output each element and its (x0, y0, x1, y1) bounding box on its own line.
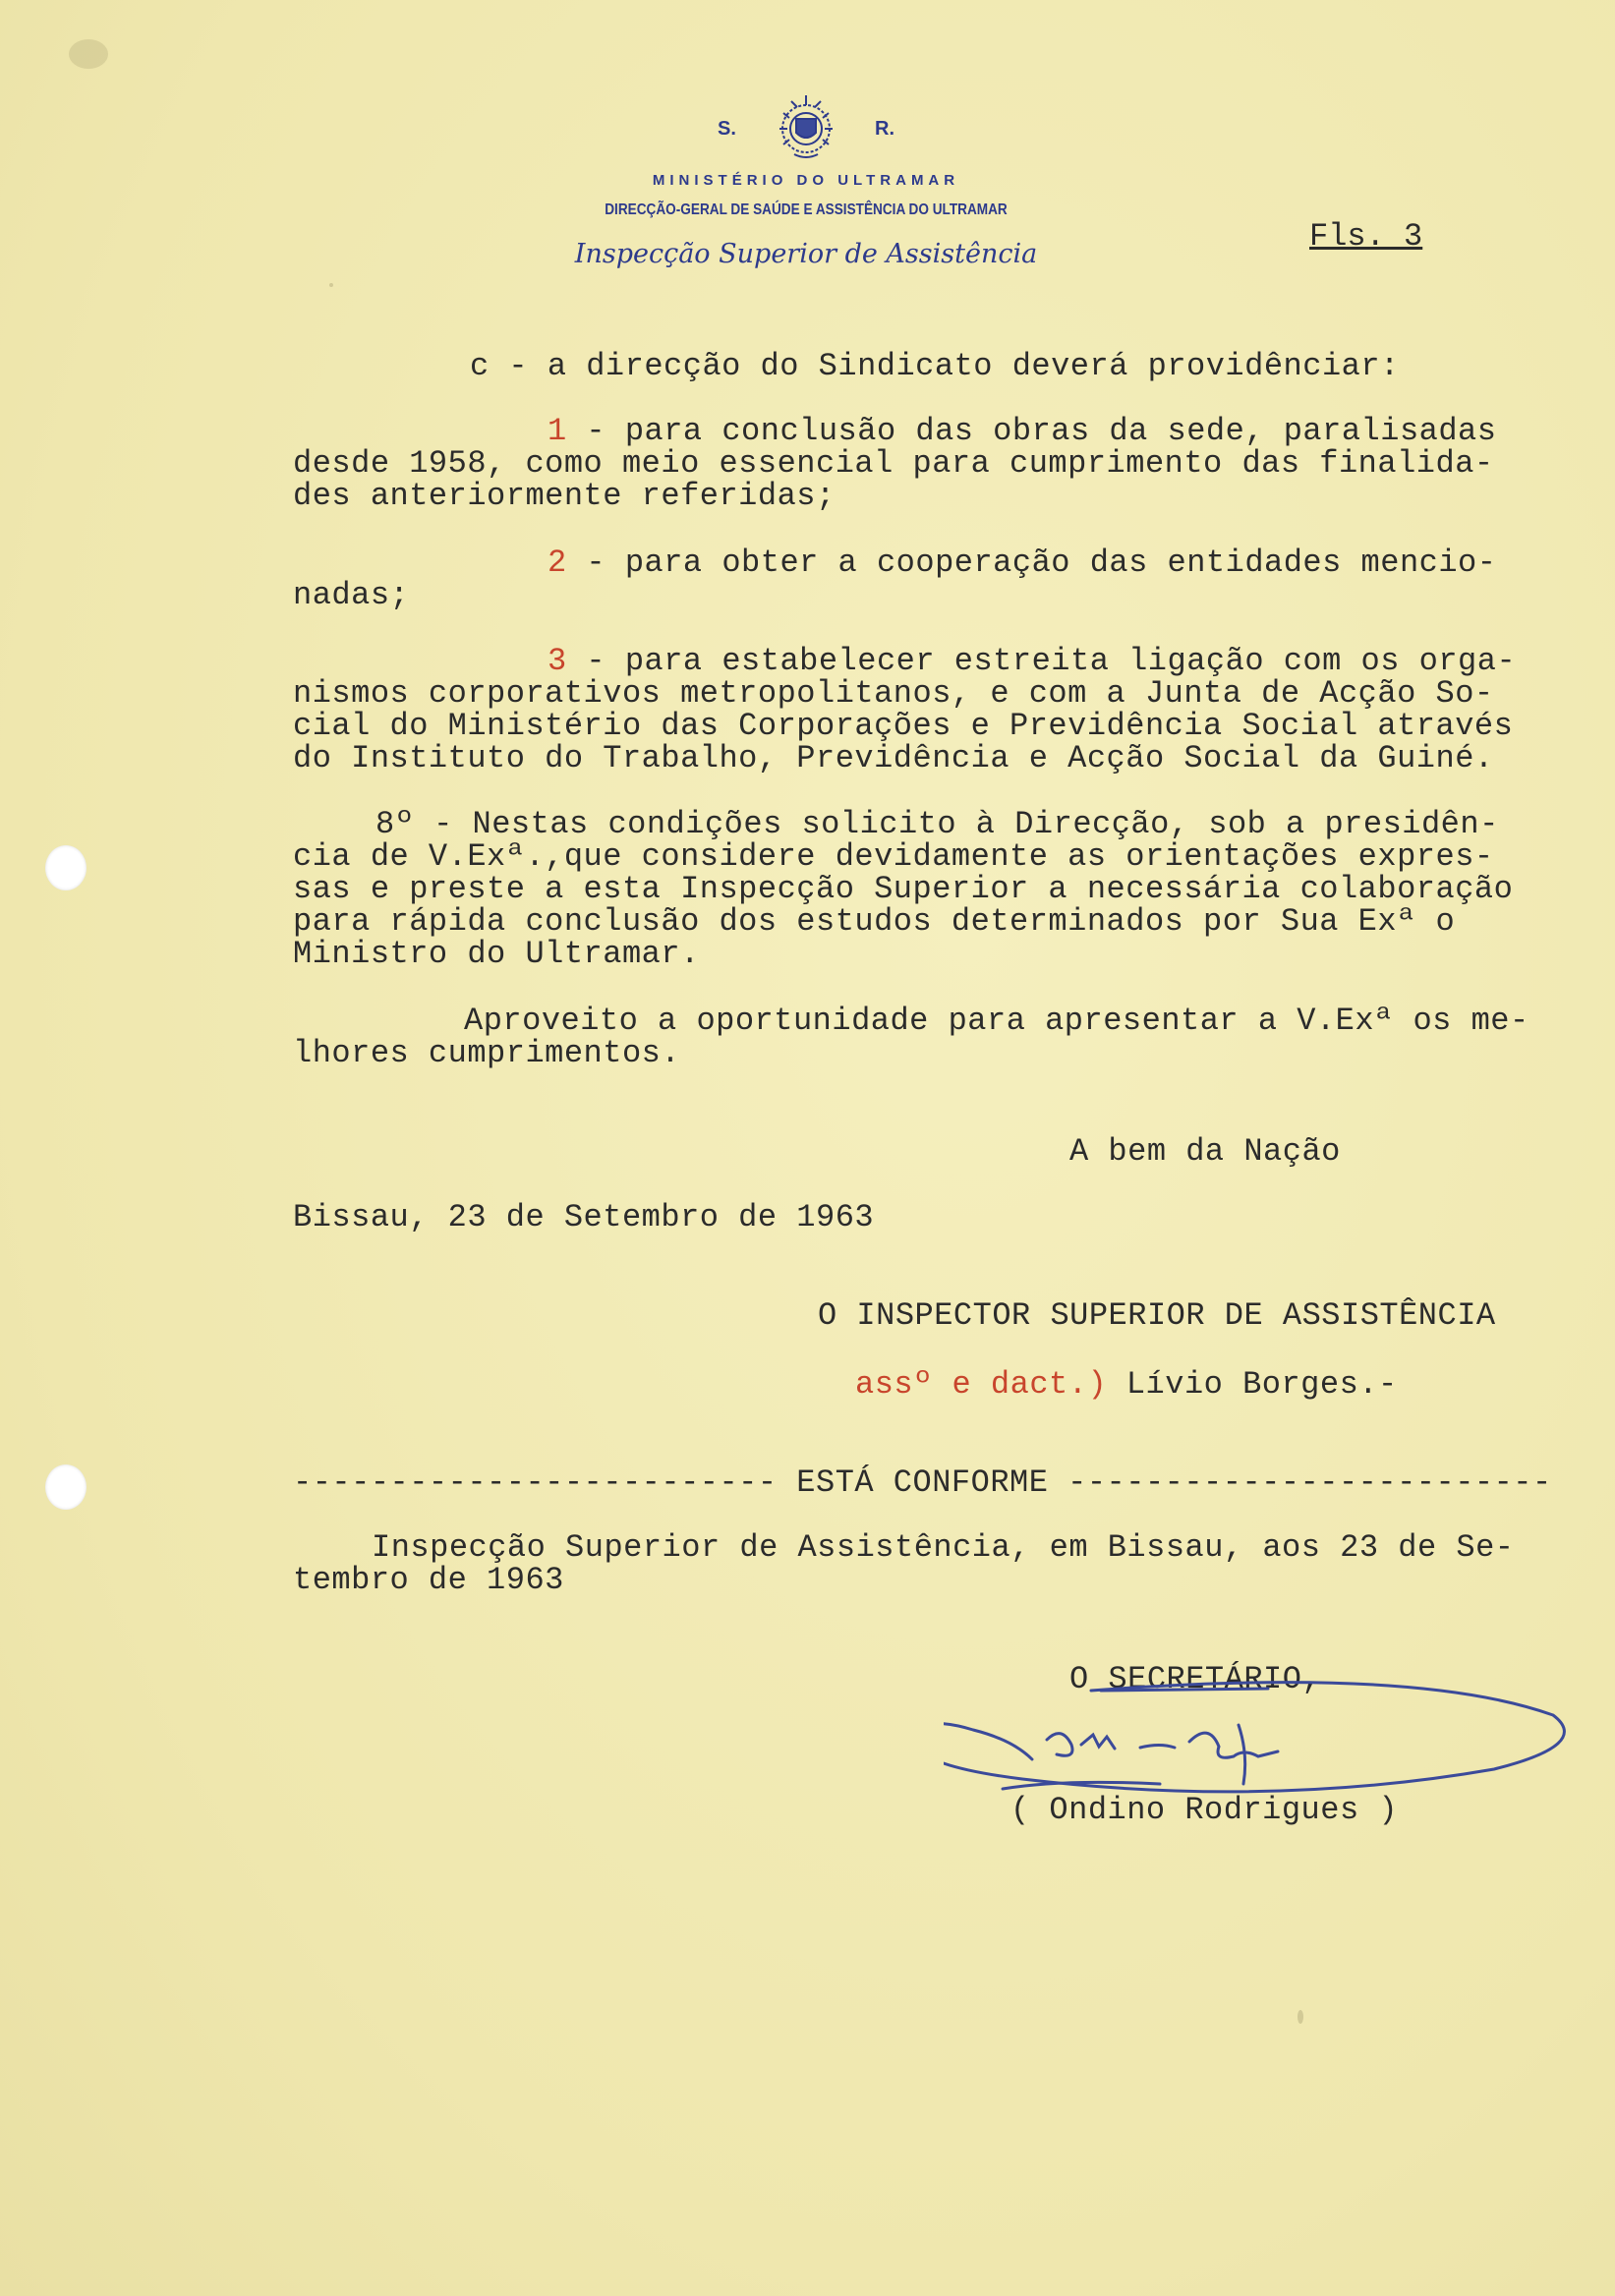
conforme-label: ESTÁ CONFORME (777, 1464, 1068, 1501)
letterhead-r: R. (875, 118, 894, 140)
item-3-number: 3 (548, 643, 567, 679)
place-date: Bissau, 23 de Setembro de 1963 (293, 1199, 875, 1235)
closing-line-1: Aproveito a oportunidade para apresentar a V.Exª os me- (464, 1003, 1529, 1039)
salutation: A bem da Nação (1069, 1133, 1341, 1170)
closing-line-2: lhores cumprimentos. (293, 1035, 681, 1071)
paper-mark (329, 283, 333, 287)
secretary-name: ( Ondino Rodrigues ) (1010, 1792, 1399, 1828)
punch-hole-bottom (45, 1464, 87, 1510)
attestation-line-1: Inspecção Superior de Assistência, em Bissau, aos 23 de Se- (372, 1529, 1515, 1566)
paragraph-8-line-1: 8º - Nestas condições solicito à Direcção, sob a presidên- (375, 806, 1499, 842)
item-3-line-2: nismos corporativos metropolitanos, e com a Junta de Acção So- (293, 675, 1494, 712)
signature-note: assº e dact.) (855, 1366, 1108, 1403)
paragraph-8-line-5: Ministro do Ultramar. (293, 936, 700, 972)
letterhead-ministry: MINISTÉRIO DO ULTRAMAR (652, 172, 960, 189)
item-1-line-2: desde 1958, como meio essencial para cumprimento das finalida- (293, 445, 1494, 482)
item-1-line-3: des anteriormente referidas; (293, 478, 836, 514)
clause-c: c - a direcção do Sindicato deverá providênciar: (470, 348, 1400, 384)
signature-line (855, 1368, 1398, 1401)
item-3-line-4: do Instituto do Trabalho, Previdência e Acção Social da Guiné. (293, 740, 1494, 776)
letterhead-inspectorate: Inspecção Superior de Assistência (574, 239, 1038, 269)
conforme-dashes-left: ------------------------- (293, 1464, 778, 1501)
paper-mark (1298, 2010, 1303, 2024)
letterhead-s: S. (718, 118, 736, 140)
letterhead-directorate: DIRECÇÃO-GERAL DE SAÚDE E ASSISTÊNCIA DO ULTRAMAR (605, 201, 1008, 218)
page-reference: Fls. 3 (1309, 218, 1423, 255)
conforme-line (293, 1466, 1552, 1499)
paragraph-8-line-3: sas e preste a esta Inspecção Superior a necessária colaboração (293, 871, 1514, 907)
coat-of-arms-icon (770, 93, 842, 162)
paragraph-8-line-2: cia de V.Exª.,que considere devidamente as orientações expres- (293, 838, 1494, 875)
item-1-line-1 (548, 415, 1496, 447)
attestation-line-2: tembro de 1963 (293, 1562, 564, 1598)
secretary-title: O SECRETÁRIO, (1069, 1661, 1322, 1697)
item-2-text: - para obter a cooperação das entidades mencio- (566, 545, 1497, 581)
item-1-text: - para conclusão das obras da sede, paralisadas (566, 413, 1497, 449)
item-2-line-2: nadas; (293, 577, 410, 613)
item-1-number: 1 (548, 413, 567, 449)
item-2-number: 2 (548, 545, 567, 581)
item-3-line-3: cial do Ministério das Corporações e Previdência Social através (293, 708, 1514, 744)
paragraph-8-line-4: para rápida conclusão dos estudos determinados por Sua Exª o (293, 903, 1456, 940)
item-3-text: - para estabelecer estreita ligação com os orga- (566, 643, 1517, 679)
conforme-dashes-right: ------------------------- (1067, 1464, 1552, 1501)
signatory-name: Lívio Borges.- (1107, 1366, 1398, 1403)
punch-hole-top (45, 845, 87, 890)
item-3-line-1 (548, 645, 1516, 677)
handwritten-signature (944, 1671, 1573, 1808)
inspector-title: O INSPECTOR SUPERIOR DE ASSISTÊNCIA (818, 1297, 1496, 1334)
item-2-line-1 (548, 546, 1496, 579)
paper-mark (69, 39, 108, 69)
